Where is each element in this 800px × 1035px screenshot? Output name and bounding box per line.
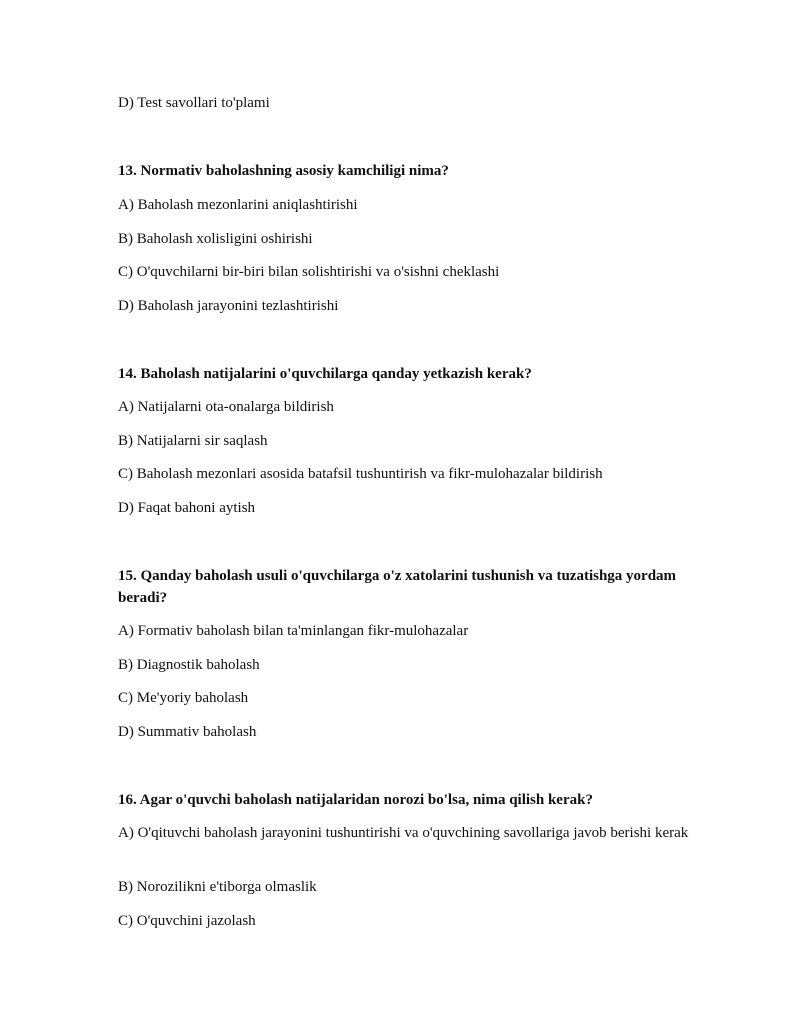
q14-option-a: A) Natijalarni ota-onalarga bildirish — [118, 399, 334, 415]
q14-option-b: B) Natijalarni sir saqlash — [118, 433, 268, 449]
question-16-title: 16. Agar o'quvchi baholash natijalaridan norozi bo'lsa, nima qilish kerak? — [118, 792, 593, 808]
q13-option-a: A) Baholash mezonlarini aniqlashtirishi — [118, 197, 358, 213]
q15-option-c: C) Me'yoriy baholash — [118, 690, 249, 706]
question-13-title: 13. Normativ baholashning asosiy kamchiligi nima? — [118, 163, 449, 179]
q15-option-d: D) Summativ baholash — [118, 724, 257, 740]
q14-option-d: D) Faqat bahoni aytish — [118, 500, 256, 516]
q16-option-c: C) O'quvchini jazolash — [118, 913, 256, 929]
question-15-title: 15. Qanday baholash usuli o'quvchilarga o'z xatolarini tushunish va tuzatishga yordam beradi? — [118, 568, 677, 606]
q14-option-c: C) Baholash mezonlari asosida batafsil tushuntirish va fikr-mulohazalar bildirish — [118, 466, 603, 482]
q16-option-a: A) O'qituvchi baholash jarayonini tushuntirishi va o'quvchining savollariga javob berishi kerak — [118, 825, 689, 841]
q15-option-b: B) Diagnostik baholash — [118, 657, 260, 673]
q13-option-c: C) O'quvchilarni bir-biri bilan solishtirishi va o'sishni cheklashi — [118, 264, 500, 280]
q13-option-d: D) Baholash jarayonini tezlashtirishi — [118, 298, 339, 314]
q16-option-b: B) Norozilikni e'tiborga olmaslik — [118, 879, 317, 895]
option-d-test-savollari: D) Test savollari to'plami — [118, 95, 270, 111]
question-14-title: 14. Baholash natijalarini o'quvchilarga qanday yetkazish kerak? — [118, 366, 532, 382]
q15-option-a: A) Formativ baholash bilan ta'minlangan fikr-mulohazalar — [118, 623, 469, 639]
q13-option-b: B) Baholash xolisligini oshirishi — [118, 231, 313, 247]
